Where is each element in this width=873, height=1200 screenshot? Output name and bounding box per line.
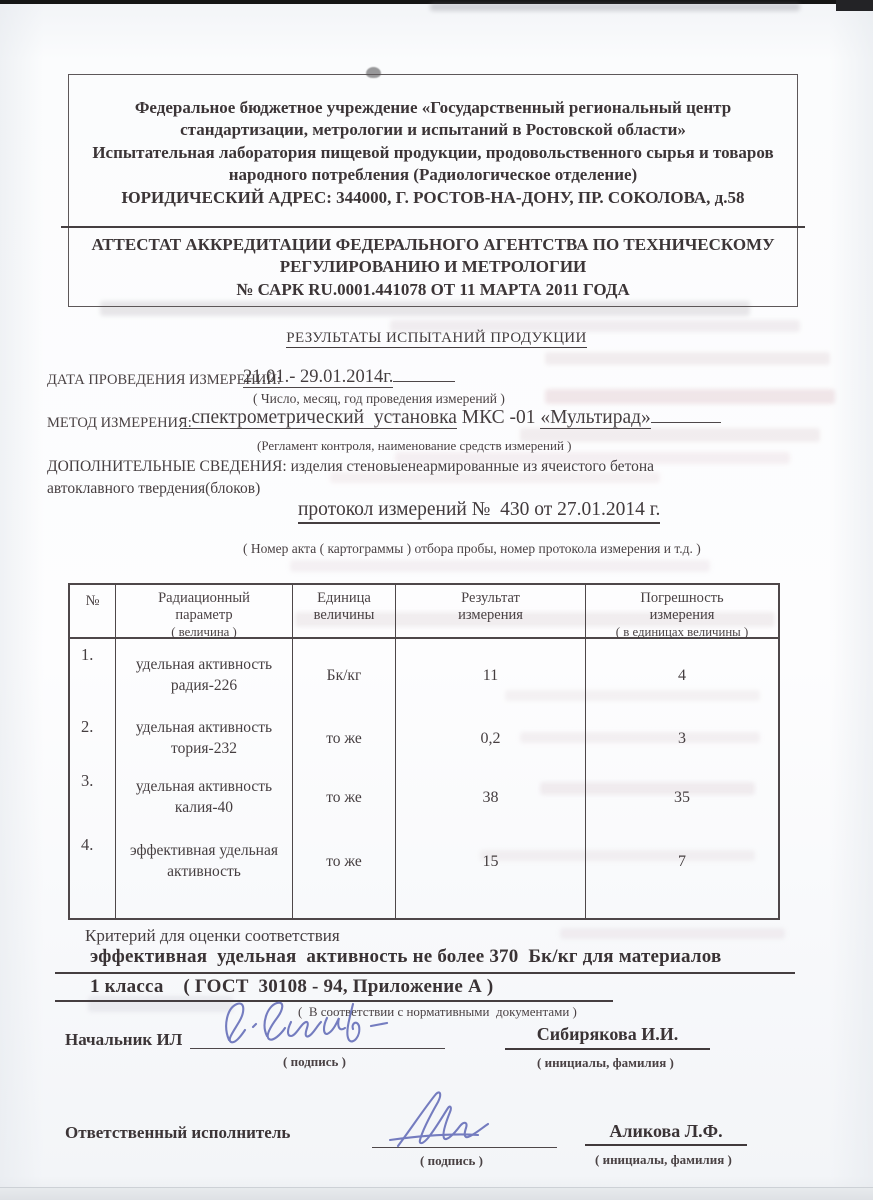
parameter-line: удельная активность [135,719,273,736]
lab-name-line: народного потребления (Радиологическое отделение) [228,165,638,184]
date-value-row [243,365,455,388]
method-caption: (Регламент контроля, наименование средств измерений ) [257,438,572,453]
parameter-line: удельная активность [135,778,273,795]
method-value-row [180,406,721,429]
date-value: 21.01.- 29.01.2014г. [243,367,394,387]
result-text: 15 [482,852,499,870]
accreditation-number: № САРК RU.0001.441078 ОТ 11 МАРТА 2011 ГОДА [236,280,630,299]
document-title [0,330,873,347]
table-filler-row [70,893,778,920]
empty-cell [293,893,396,920]
cell-result [396,765,586,829]
handwritten-signature [215,996,415,1052]
signature-role-responsible-executor: Ответственный исполнитель [65,1123,291,1142]
col-header-line: Радиационный [158,590,250,606]
table-row [70,829,778,893]
col-header-line: ( величина ) [171,625,237,639]
blank-underline [651,406,721,423]
unit-text: Бк/кг [326,666,362,684]
letterhead-box [68,74,798,307]
cell-parameter [116,829,293,893]
cell-unit [293,765,396,829]
date-label: ДАТА ПРОВЕДЕНИЯ ИЗМЕРЕНИЙ: [47,372,281,388]
row-number: 4. [70,829,116,893]
error-text: 4 [678,666,686,684]
parameter-line: калия-40 [174,799,234,816]
bleed-through-artifact [560,928,785,939]
date-caption: ( Число, месяц, год проведения измерений ) [253,391,505,406]
additional-info-line: автоклавного твердения(блоков) [47,480,261,497]
signature-caption: ( подпись ) [420,1153,483,1168]
results-table [68,583,780,920]
cell-result [396,639,586,711]
document-title-text: РЕЗУЛЬТАТЫ ИСПЫТАНИЙ ПРОДУКЦИИ [286,330,587,346]
lab-name-line: Испытательная лаборатория пищевой продукции, продовольственного сырья и товаров [92,143,774,162]
parameter-line: эффективная удельная [130,842,278,859]
org-name-line: Федеральное бюджетное учреждение «Государственный региональный центр [134,98,732,117]
unit-text: то же [326,788,362,806]
blank-underline [393,365,455,382]
method-value-part3: «Мультирад» [540,407,651,428]
result-text: 38 [482,788,499,806]
row-number: 2. [70,711,116,765]
col-header-parameter [116,585,293,641]
signature-caption: ( подпись ) [283,1054,346,1069]
protocol-number: протокол измерений № 430 от 27.01.2014 г. [298,499,660,524]
error-text: 3 [678,729,686,747]
letterhead-divider [61,226,805,228]
col-header-line: Погрешность [640,590,724,606]
col-header-line: параметр [175,607,233,623]
empty-cell [116,893,293,920]
col-header-line: величины [313,607,375,623]
table-row [70,711,778,765]
col-header-num [70,585,116,641]
empty-cell [396,893,586,920]
unit-text: то же [326,729,362,747]
cell-unit [293,639,396,711]
col-header-result [396,585,586,641]
col-header-line: ( в единицах величины ) [615,625,749,639]
parameter-line: удельная активность [135,656,273,673]
table-row [70,765,778,829]
row-number: 3. [70,765,116,829]
legal-address: ЮРИДИЧЕСКИЙ АДРЕС: 344000, Г. РОСТОВ-НА-ДОНУ, ПР. СОКОЛОВА, д.58 [121,188,745,207]
criteria-line-2: 1 класса ( ГОСТ 30108 - 94, Приложение А ) [55,976,613,1002]
handwritten-signature [382,1088,512,1154]
error-text: 35 [674,788,690,806]
org-name-line: стандартизации, метрологии и испытаний в Ростовской области» [180,120,686,139]
bleed-through-artifact [290,560,710,572]
additional-info-line: ДОПОЛНИТЕЛЬНЫЕ СВЕДЕНИЯ: изделия стеновыенеармированные из ячеистого бетона [47,458,655,475]
accreditation-line: АТТЕСТАТ АККРЕДИТАЦИИ ФЕДЕРАЛЬНОГО АГЕНТСТВА ПО ТЕХНИЧЕСКОМУ [91,235,775,254]
cell-result [396,711,586,765]
result-text: 11 [482,666,499,684]
protocol-caption: ( Номер акта ( картограммы ) отбора пробы, номер протокола измерения и т.д. ) [243,541,701,556]
col-header-num-text: № [85,593,100,609]
bleed-through-artifact [430,3,800,11]
col-header-line: Результат [461,590,520,606]
scan-edge-artifact-bottom [0,1187,873,1200]
method-label [47,414,192,432]
cell-error [586,765,778,829]
cell-result [396,829,586,893]
col-header-unit [293,585,396,641]
col-header-line: измерения [458,607,523,623]
method-value-part1: - спектрометрический установка [180,407,457,428]
name-caption: ( инициалы, фамилия ) [537,1055,674,1070]
cell-parameter [116,639,293,711]
criteria-caption: ( В соответствии с нормативными документами ) [298,1004,577,1019]
cell-error [586,711,778,765]
col-header-line: Единица [317,590,371,606]
signatory-name: Аликова Л.Ф. [585,1121,747,1146]
cell-unit [293,711,396,765]
signature-role-head-of-lab: Начальник ИЛ [65,1030,183,1049]
table-header-row [70,585,778,639]
table-row [70,639,778,711]
signatory-name: Сибирякова И.И. [505,1024,710,1050]
empty-cell [586,893,778,920]
cell-error [586,639,778,711]
bleed-through-artifact [545,352,830,365]
cell-parameter [116,765,293,829]
unit-text: то же [326,852,362,870]
col-header-line: измерения [649,607,715,623]
bleed-through-artifact [545,389,835,404]
parameter-line: радия-226 [170,677,238,694]
parameter-line: тория-232 [171,740,237,757]
criteria-line-1: эффективная удельная активность не более 370 Бк/кг для материалов [55,946,795,974]
cell-error [586,829,778,893]
cell-parameter [116,711,293,765]
empty-cell [70,893,116,920]
row-number: 1. [70,639,116,711]
accreditation-line: РЕГУЛИРОВАНИЮ И МЕТРОЛОГИИ [279,257,587,276]
result-text: 0,2 [480,729,501,747]
criteria-label: Критерий для оценки соответствия [85,926,340,945]
parameter-line: активность [167,863,241,880]
error-text: 7 [678,852,686,870]
scan-edge-artifact-corner [836,0,873,11]
col-header-error [586,585,778,641]
method-label-text: МЕТОД ИЗМЕРЕНИЯ: [47,415,192,431]
cell-unit [293,829,396,893]
protocol-line [298,499,660,521]
method-value-part2: МКС -01 [456,407,541,428]
name-caption: ( инициалы, фамилия ) [595,1152,732,1167]
